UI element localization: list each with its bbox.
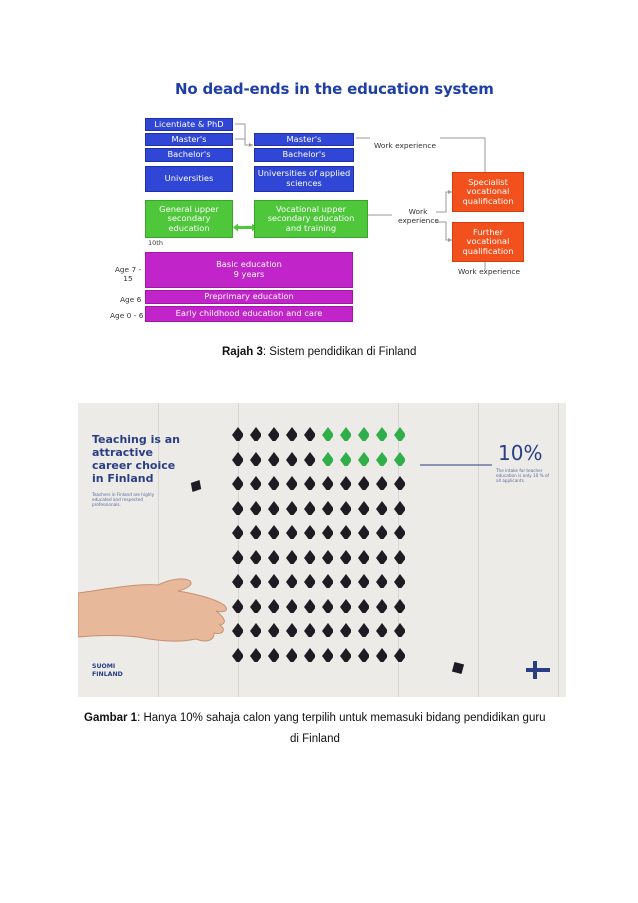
applicant-diamond	[394, 501, 405, 515]
applicant-diamond	[232, 623, 243, 637]
selected-applicant-diamond	[340, 452, 351, 466]
applicant-diamond	[250, 623, 261, 637]
applicant-diamond	[322, 501, 333, 515]
applicant-diamond	[304, 599, 315, 613]
applicant-diamond	[340, 525, 351, 539]
caption-gambar-1-prefix: Gambar 1	[84, 712, 138, 724]
applicant-diamond	[304, 648, 315, 662]
applicant-diamond	[250, 599, 261, 613]
stray-diamond	[450, 661, 466, 675]
applicant-diamond	[376, 574, 387, 588]
applicant-diamond	[268, 525, 279, 539]
applicant-diamond	[232, 599, 243, 613]
applicant-diamond	[376, 648, 387, 662]
box-universities: Universities	[145, 166, 233, 192]
stray-diamond	[189, 479, 203, 493]
caption-gambar-1-line1: : Hanya 10% sahaja calon yang terpilih untuk memasuki bidang pendidikan guru	[137, 712, 546, 724]
applicant-diamond	[232, 476, 243, 490]
box-masters-uas: Master's	[254, 133, 354, 146]
applicant-diamond	[304, 623, 315, 637]
applicant-diamond	[304, 476, 315, 490]
applicant-diamond	[286, 427, 297, 441]
poster-photo	[78, 403, 566, 697]
applicant-diamond	[250, 648, 261, 662]
caption-gambar-1-line2: di Finland	[290, 733, 340, 745]
brand-suomi: SUOMI	[92, 663, 116, 670]
box-further-vocational: Further vocational qualification	[452, 222, 524, 262]
applicant-diamond	[358, 525, 369, 539]
selected-applicant-diamond	[394, 427, 405, 441]
selected-applicant-diamond	[376, 427, 387, 441]
applicant-diamond	[268, 550, 279, 564]
diagram-title: No dead-ends in the education system	[175, 80, 494, 98]
panel-seam	[558, 403, 559, 697]
selected-applicant-diamond	[376, 452, 387, 466]
label-tenth: 10th	[148, 239, 163, 247]
applicant-diamond	[268, 452, 279, 466]
applicant-diamond	[232, 501, 243, 515]
selected-applicant-diamond	[322, 427, 333, 441]
poster-pointer-line	[420, 463, 492, 467]
box-early-childhood: Early childhood education and care	[145, 306, 353, 322]
applicant-diamond	[376, 599, 387, 613]
applicant-diamond	[268, 648, 279, 662]
applicant-diamond	[286, 476, 297, 490]
poster-brand	[92, 663, 123, 679]
box-bachelors-university: Bachelor's	[145, 148, 233, 162]
applicant-diamond	[232, 427, 243, 441]
applicant-diamond	[358, 648, 369, 662]
applicant-diamond	[340, 550, 351, 564]
applicant-diamond	[286, 501, 297, 515]
applicant-diamond	[322, 599, 333, 613]
poster-percent-note: The intake for teacher education is only 10 % of all applicants.	[496, 468, 549, 484]
selected-applicant-diamond	[358, 452, 369, 466]
applicant-diamond	[394, 599, 405, 613]
applicant-diamond	[376, 525, 387, 539]
applicant-diamond	[340, 574, 351, 588]
caption-rajah-3-prefix: Rajah 3	[222, 346, 263, 358]
applicant-diamond	[286, 648, 297, 662]
applicant-diamond	[304, 452, 315, 466]
box-masters-university: Master's	[145, 133, 233, 146]
box-preprimary: Preprimary education	[145, 290, 353, 304]
applicant-diamond	[250, 476, 261, 490]
label-age-7-15: Age 7 - 15	[114, 265, 142, 283]
applicant-diamond	[358, 574, 369, 588]
selected-applicant-diamond	[394, 452, 405, 466]
box-basic-education	[145, 252, 353, 288]
box-bachelors-uas: Bachelor's	[254, 148, 354, 162]
box-general-upper-secondary: General upper secondary education	[145, 200, 233, 238]
applicant-diamond	[286, 574, 297, 588]
panel-seam	[478, 403, 479, 697]
applicant-diamond	[322, 550, 333, 564]
applicant-diamond	[304, 525, 315, 539]
applicant-diamond	[268, 476, 279, 490]
arrow-licentiate-uas	[235, 124, 253, 145]
poster-percent: 10%	[498, 441, 543, 465]
applicant-diamond	[394, 623, 405, 637]
basic-education-label: Basic education	[216, 259, 282, 270]
arrow-work-specialist	[436, 192, 452, 212]
applicant-diamond	[304, 427, 315, 441]
applicant-diamond	[358, 599, 369, 613]
applicant-diamond	[232, 525, 243, 539]
applicant-diamond	[286, 452, 297, 466]
arrow-work-top-right	[440, 138, 485, 172]
label-age-6: Age 6	[120, 295, 142, 304]
selected-applicant-diamond	[340, 427, 351, 441]
applicant-diamond	[286, 525, 297, 539]
applicant-diamond	[250, 525, 261, 539]
applicant-diamond	[304, 574, 315, 588]
applicant-diamond	[250, 427, 261, 441]
label-work-experience-mid: Work experience	[398, 207, 439, 225]
label-age-0-6: Age 0 - 6	[110, 311, 144, 320]
applicant-diamond	[268, 574, 279, 588]
applicant-diamond	[394, 476, 405, 490]
applicant-diamond	[232, 452, 243, 466]
hand-image	[78, 571, 238, 651]
brand-finland: FINLAND	[92, 671, 123, 678]
applicant-diamond	[376, 623, 387, 637]
applicant-diamond	[268, 599, 279, 613]
applicant-diamond	[376, 501, 387, 515]
applicant-diamond	[304, 501, 315, 515]
applicant-diamond	[340, 623, 351, 637]
caption-rajah-3-text: : Sistem pendidikan di Finland	[262, 346, 417, 358]
applicant-diamond	[286, 599, 297, 613]
caption-gambar-1	[84, 712, 546, 724]
diamond-grid	[232, 427, 412, 677]
box-universities-applied-sciences: Universities of applied sciences	[254, 166, 354, 192]
box-specialist-vocational: Specialist vocational qualification	[452, 172, 524, 212]
label-work-experience-bottom: Work experience	[458, 267, 521, 276]
applicant-diamond	[250, 452, 261, 466]
applicant-diamond	[340, 599, 351, 613]
applicant-diamond	[376, 550, 387, 564]
applicant-diamond	[304, 550, 315, 564]
applicant-diamond	[376, 476, 387, 490]
applicant-diamond	[340, 501, 351, 515]
poster-title: Teaching is an attractive career choice in Finland	[92, 433, 180, 485]
applicant-diamond	[340, 476, 351, 490]
basic-education-years: 9 years	[233, 269, 265, 279]
applicant-diamond	[268, 501, 279, 515]
applicant-diamond	[232, 550, 243, 564]
applicant-diamond	[358, 550, 369, 564]
finnish-flag-cross-icon	[526, 661, 550, 679]
applicant-diamond	[232, 574, 243, 588]
box-vocational-upper-secondary: Vocational upper secondary education and training	[254, 200, 368, 238]
applicant-diamond	[358, 501, 369, 515]
applicant-diamond	[322, 476, 333, 490]
selected-applicant-diamond	[358, 427, 369, 441]
applicant-diamond	[250, 501, 261, 515]
applicant-diamond	[250, 550, 261, 564]
applicant-diamond	[340, 648, 351, 662]
applicant-diamond	[394, 648, 405, 662]
poster-subtitle: Teachers in Finland are highly educated and respected professionals.	[92, 492, 155, 508]
applicant-diamond	[268, 623, 279, 637]
applicant-diamond	[322, 623, 333, 637]
applicant-diamond	[286, 623, 297, 637]
box-licentiate-phd: Licentiate & PhD	[145, 118, 233, 131]
applicant-diamond	[286, 550, 297, 564]
applicant-diamond	[394, 550, 405, 564]
applicant-diamond	[322, 648, 333, 662]
applicant-diamond	[268, 427, 279, 441]
applicant-diamond	[358, 623, 369, 637]
applicant-diamond	[250, 574, 261, 588]
caption-rajah-3	[222, 346, 416, 358]
applicant-diamond	[322, 574, 333, 588]
applicant-diamond	[232, 648, 243, 662]
applicant-diamond	[358, 476, 369, 490]
applicant-diamond	[394, 525, 405, 539]
selected-applicant-diamond	[322, 452, 333, 466]
applicant-diamond	[394, 574, 405, 588]
label-work-experience-top: Work experience	[374, 141, 437, 150]
applicant-diamond	[322, 525, 333, 539]
